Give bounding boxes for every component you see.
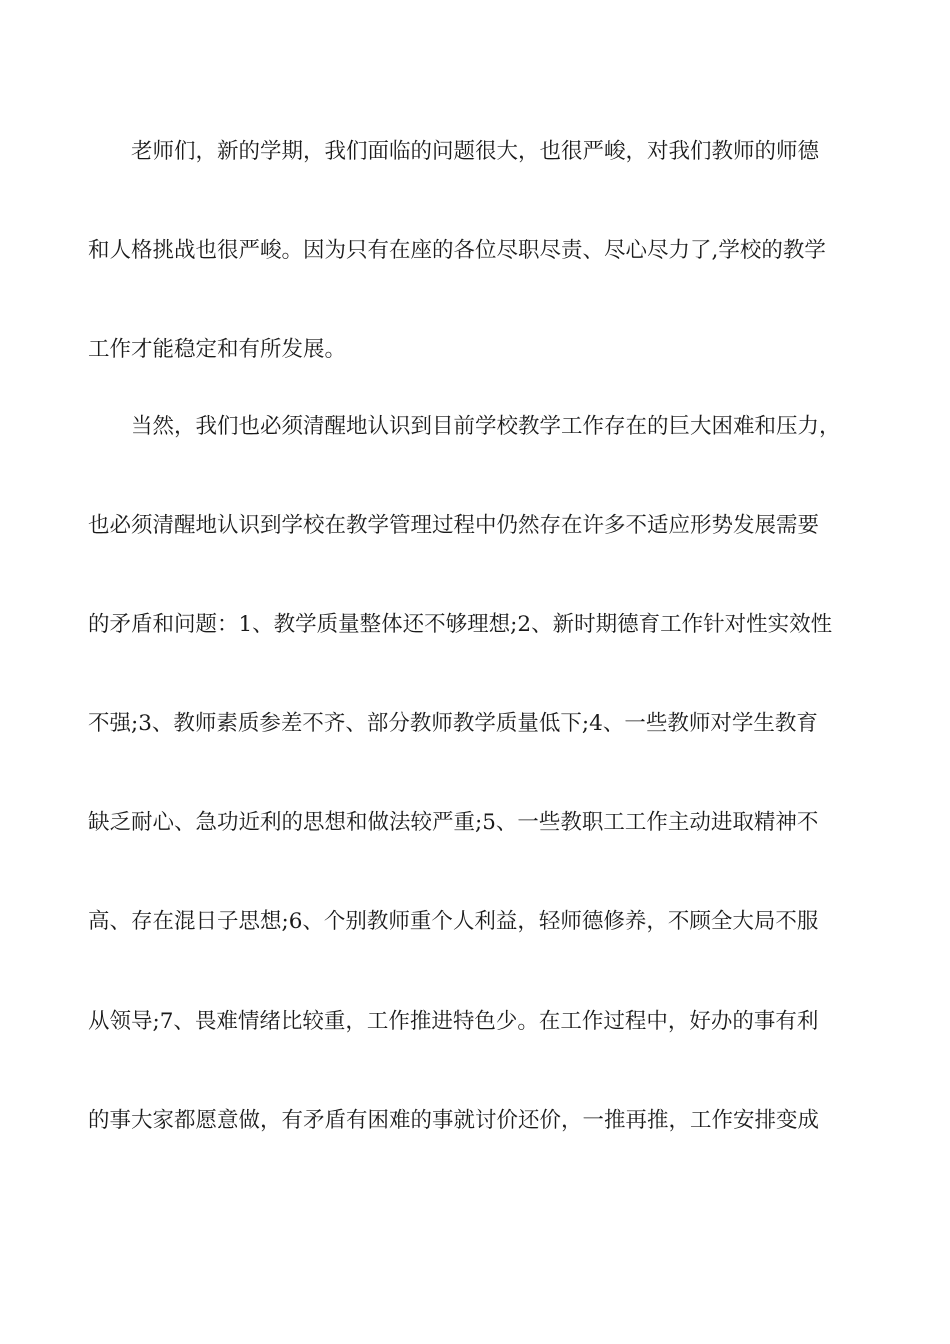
paragraph-2-line-5: 缺乏耐心、急功近利的思想和做法较严重;5、一些教职工工作主动进取精神不 [88,810,819,835]
paragraph-2-line-6: 高、存在混日子思想;6、个别教师重个人利益，轻师德修养，不顾全大局不服 [88,909,819,934]
paragraph-2-line-8: 的事大家都愿意做，有矛盾有困难的事就讨价还价，一推再推，工作安排变成 [88,1108,820,1133]
paragraph-1-line-2: 和人格挑战也很严峻。因为只有在座的各位尽职尽责、尽心尽力了,学校的教学 [88,238,826,263]
paragraph-2-line-7: 从领导;7、畏难情绪比较重，工作推进特色少。在工作过程中，好办的事有利 [88,1009,819,1034]
paragraph-2-line-1: 当然，我们也必须清醒地认识到目前学校教学工作存在的巨大困难和压力， [131,414,841,439]
paragraph-1-line-1: 老师们，新的学期，我们面临的问题很大，也很严峻，对我们教师的师德 [131,139,820,164]
paragraph-2-line-4: 不强;3、教师素质参差不齐、部分教师教学质量低下;4、一些教师对学生教育 [88,711,818,736]
paragraph-1-line-3: 工作才能稳定和有所发展。 [88,337,347,362]
paragraph-2-line-3: 的矛盾和问题：1、教学质量整体还不够理想;2、新时期德育工作针对性实效性 [88,612,833,637]
paragraph-2-line-2: 也必须清醒地认识到学校在教学管理过程中仍然存在许多不适应形势发展需要 [88,513,820,538]
